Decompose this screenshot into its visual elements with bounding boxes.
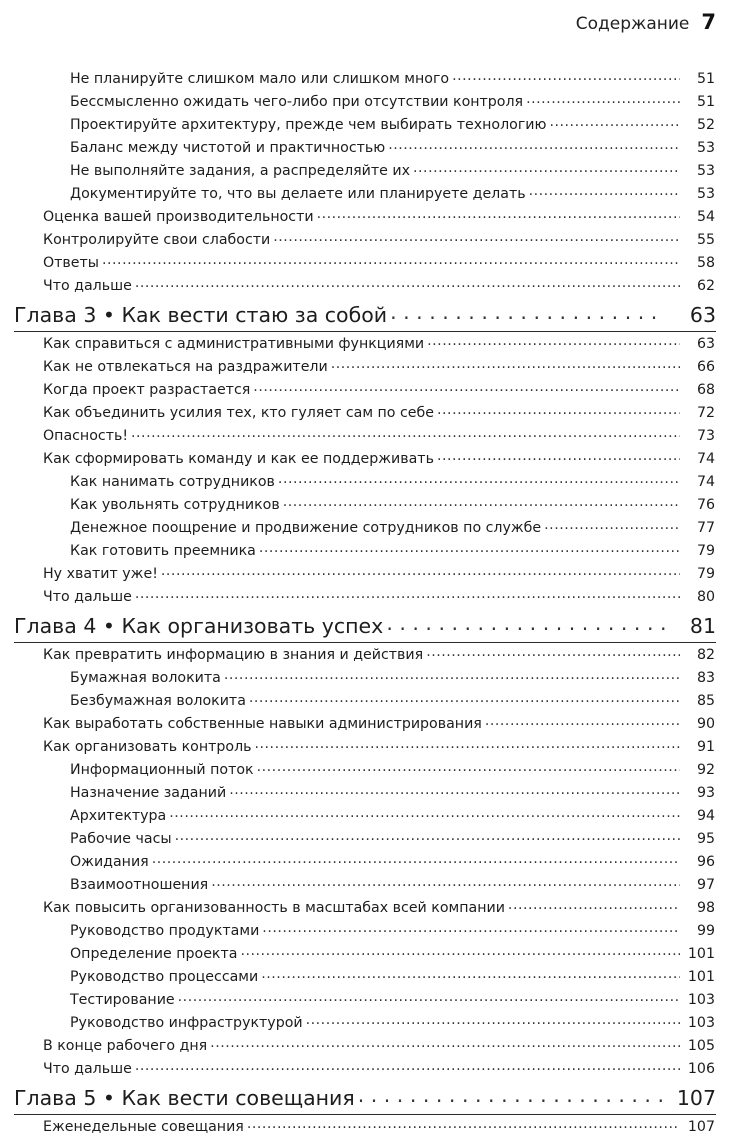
chapter-rule: [14, 642, 716, 643]
toc-entry-title: Как увольнять сотрудников: [70, 497, 280, 513]
dot-leader: [529, 180, 680, 203]
toc-entry-page: 72: [696, 405, 715, 421]
toc-entry-title: Документируйте то, что вы делаете или планируете делать: [70, 186, 526, 202]
toc-entry-page: 107: [687, 1119, 715, 1135]
toc-chapter-entry[interactable]: [0, 298, 732, 333]
toc-entry-title: Бессмысленно ожидать чего-либо при отсутствии контроля: [70, 94, 524, 110]
toc-entry-page: 90: [696, 716, 715, 732]
toc-entry-page: 99: [696, 923, 715, 939]
dot-leader: [317, 203, 680, 226]
toc-entry-page: 106: [687, 1061, 715, 1077]
dot-leader: [273, 226, 680, 249]
dot-leader: [102, 249, 680, 272]
toc-entry-page: 101: [687, 969, 715, 985]
toc-entry-title: Проектируйте архитектуру, прежде чем выбирать технологию: [70, 117, 547, 133]
toc-entry-title: Рабочие часы: [70, 831, 172, 847]
dot-leader: [131, 422, 680, 445]
toc-entry-page: 55: [696, 232, 715, 248]
dot-leader: [259, 537, 680, 560]
toc-entry-title: Что дальше: [43, 589, 132, 605]
toc-entry-title: Ожидания: [70, 854, 149, 870]
toc-entry-title: Глава 5 • Как вести совещания: [14, 1086, 355, 1110]
toc-entry-title: Как превратить информацию в знания и действия: [43, 647, 424, 663]
toc-entry-title: Не выполняйте задания, а распределяйте их: [70, 163, 411, 179]
dot-leader: [358, 1078, 665, 1113]
dot-leader: [485, 710, 680, 733]
toc-entry-page: 58: [696, 255, 715, 271]
dot-leader: [437, 399, 680, 422]
toc-entry-title: Не планируйте слишком мало или слишком много: [70, 71, 450, 87]
dot-leader: [262, 917, 680, 940]
dot-leader: [229, 779, 680, 802]
toc-entry-page: 79: [696, 566, 715, 582]
dot-leader: [178, 986, 680, 1009]
toc-entry-page: 81: [689, 614, 716, 638]
dot-leader: [544, 514, 680, 537]
toc-entry-page: 53: [696, 186, 715, 202]
toc-entry-page: 107: [676, 1086, 716, 1110]
toc-entry-title: Опасность!: [43, 428, 129, 444]
toc-entry-page: 52: [696, 117, 715, 133]
toc-entry-title: Контролируйте свои слабости: [43, 232, 271, 248]
toc-chapter-entry[interactable]: [0, 609, 732, 644]
toc-entry-title: В конце рабочего дня: [43, 1038, 208, 1054]
toc-entry-title: Как повысить организованность в масштабах всей компании: [43, 900, 505, 916]
toc-entry-title: Оценка вашей производительности: [43, 209, 314, 225]
toc-entry-page: 53: [696, 163, 715, 179]
toc-entry-page: 94: [696, 808, 715, 824]
dot-leader: [240, 940, 680, 963]
toc-entry-page: 91: [696, 739, 715, 755]
toc-entry-page: 101: [687, 946, 715, 962]
toc-entry-page: 97: [696, 877, 715, 893]
toc-entry-page: 63: [696, 336, 715, 352]
dot-leader: [427, 330, 680, 353]
toc-entry-page: 82: [696, 647, 715, 663]
toc-entry-title: Как не отвлекаться на раздражители: [43, 359, 328, 375]
toc-entry-title: Ну хватит уже!: [43, 566, 158, 582]
dot-leader: [152, 848, 680, 871]
toc-entry-title: Тестирование: [70, 992, 175, 1008]
dot-leader: [437, 445, 680, 468]
dot-leader: [253, 376, 680, 399]
dot-leader: [135, 1055, 680, 1078]
dot-leader: [175, 825, 680, 848]
toc-entry-title: Как справиться с административными функциями: [43, 336, 425, 352]
toc-entry-page: 80: [696, 589, 715, 605]
toc-entry-page: 68: [696, 382, 715, 398]
dot-leader: [211, 871, 680, 894]
toc-entry-title: Когда проект разрастается: [43, 382, 251, 398]
dot-leader: [390, 295, 665, 330]
toc-entry-page: 77: [696, 520, 715, 536]
toc-entry-page: 51: [696, 71, 715, 87]
toc-entry-title: Как объединить усилия тех, кто гуляет сам по себе: [43, 405, 435, 421]
dot-leader: [210, 1032, 680, 1055]
dot-leader: [508, 894, 680, 917]
toc-entry-page: 95: [696, 831, 715, 847]
toc-entry-title: Архитектура: [70, 808, 167, 824]
toc-entry-title: Определение проекта: [70, 946, 238, 962]
toc-entry-page: 54: [696, 209, 715, 225]
toc-entry-title: Баланс между чистотой и практичностью: [70, 140, 386, 156]
dot-leader: [283, 491, 680, 514]
dot-leader: [306, 1009, 680, 1032]
toc-entry-page: 51: [696, 94, 715, 110]
toc-entry-page: 83: [696, 670, 715, 686]
table-of-contents: [0, 68, 732, 1139]
toc-entry-title: Как выработать собственные навыки администрирования: [43, 716, 482, 732]
toc-entry-page: 93: [696, 785, 715, 801]
dot-leader: [388, 134, 680, 157]
page-number: 7: [701, 10, 716, 34]
dot-leader: [426, 641, 680, 664]
dot-leader: [135, 583, 680, 606]
toc-entry-title: Денежное поощрение и продвижение сотрудников по службе: [70, 520, 542, 536]
toc-entry-page: 66: [696, 359, 715, 375]
chapter-rule: [14, 1114, 716, 1115]
toc-entry-page: 76: [696, 497, 715, 513]
dot-leader: [413, 157, 680, 180]
dot-leader: [452, 65, 680, 88]
toc-entry-title: Руководство процессами: [70, 969, 259, 985]
dot-leader: [161, 560, 680, 583]
chapter-rule: [14, 331, 716, 332]
dot-leader: [549, 111, 680, 134]
toc-entry-page: 74: [696, 451, 715, 467]
toc-entry-title: Еженедельные совещания: [43, 1119, 244, 1135]
toc-entry-title: Как сформировать команду и как ее поддерживать: [43, 451, 434, 467]
dot-leader: [278, 468, 680, 491]
toc-entry-title: Глава 4 • Как организовать успех: [14, 614, 384, 638]
toc-entry-page: 74: [696, 474, 715, 490]
dot-leader: [224, 664, 680, 687]
toc-entry-page: 103: [687, 1015, 715, 1031]
toc-entry-title: Ответы: [43, 255, 99, 271]
toc-entry-title: Что дальше: [43, 1061, 132, 1077]
dot-leader: [247, 1113, 680, 1136]
toc-entry-title: Безбумажная волокита: [70, 693, 246, 709]
toc-entry-title: Назначение заданий: [70, 785, 227, 801]
toc-chapter-entry[interactable]: [0, 1081, 732, 1116]
toc-entry[interactable]: [0, 1116, 732, 1139]
toc-entry-title: Руководство продуктами: [70, 923, 260, 939]
dot-leader: [249, 687, 680, 710]
running-header: [576, 10, 716, 34]
toc-entry-title: Глава 3 • Как вести стаю за собой: [14, 303, 388, 327]
dot-leader: [261, 963, 680, 986]
running-header-title: Содержание: [575, 14, 690, 34]
toc-entry-page: 63: [689, 303, 716, 327]
toc-entry-title: Руководство инфраструктурой: [70, 1015, 303, 1031]
toc-entry-title: Как организовать контроль: [43, 739, 252, 755]
dot-leader: [526, 88, 680, 111]
toc-entry-title: Бумажная волокита: [70, 670, 221, 686]
toc-entry-page: 98: [696, 900, 715, 916]
dot-leader: [135, 272, 680, 295]
toc-entry-page: 85: [696, 693, 715, 709]
toc-entry-page: 79: [696, 543, 715, 559]
toc-entry-page: 96: [696, 854, 715, 870]
dot-leader: [386, 606, 665, 641]
dot-leader: [257, 756, 680, 779]
toc-entry-page: 62: [696, 278, 715, 294]
dot-leader: [169, 802, 680, 825]
toc-entry-page: 92: [696, 762, 715, 778]
toc-entry-page: 53: [696, 140, 715, 156]
toc-entry-page: 105: [687, 1038, 715, 1054]
toc-entry-page: 73: [696, 428, 715, 444]
toc-entry-title: Как нанимать сотрудников: [70, 474, 275, 490]
dot-leader: [255, 733, 681, 756]
toc-entry-page: 103: [687, 992, 715, 1008]
toc-entry-title: Что дальше: [43, 278, 132, 294]
toc-entry-title: Информационный поток: [70, 762, 254, 778]
toc-entry-title: Как готовить преемника: [70, 543, 256, 559]
toc-entry-title: Взаимоотношения: [70, 877, 209, 893]
dot-leader: [331, 353, 680, 376]
